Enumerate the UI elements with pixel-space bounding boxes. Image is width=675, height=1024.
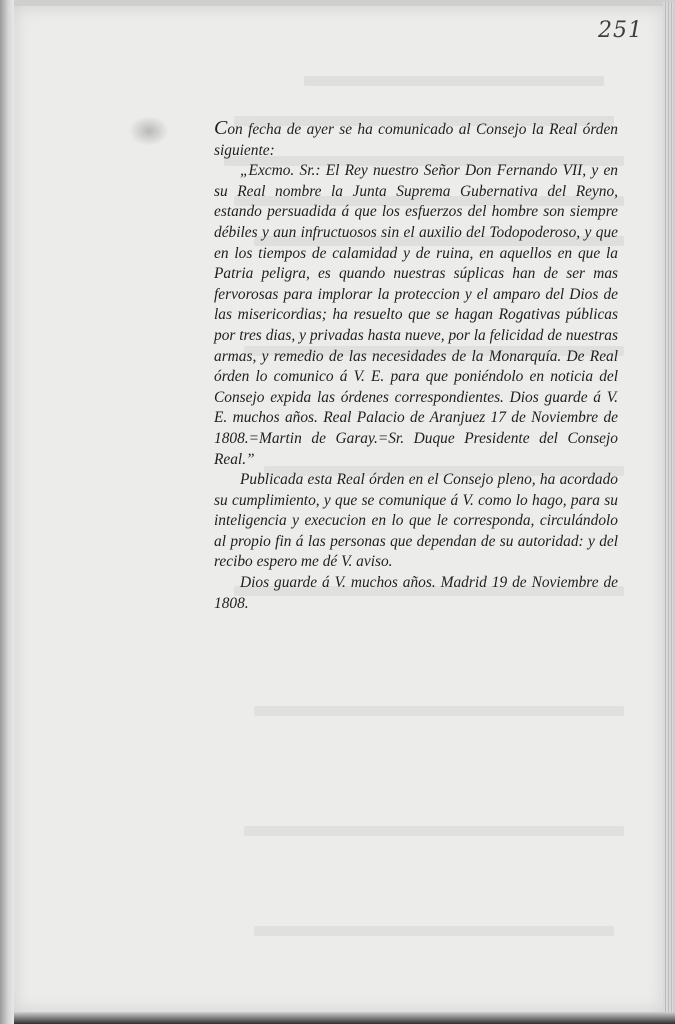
binding-edge [0, 0, 14, 1024]
closing-formula: Dios guarde á V. muchos años. Madrid 19 de Noviembre de 1808. [214, 574, 618, 612]
opening-capital: C [214, 117, 228, 139]
folio-number: 251 [598, 18, 643, 43]
opening-text: on fecha de ayer se ha comunicado al Consejo la Real órden siguiente: [214, 121, 618, 159]
ink-stain [129, 116, 169, 146]
page-stack-edge [663, 2, 673, 1022]
quoted-royal-order: „Excmo. Sr.: El Rey nuestro Señor Don Fernando VII, y en su Real nombre la Junta Suprema Gubernativa del Reyno, estando persuadida á que los esfuerzos del hombre son siempre débiles y aun infructuosos sin el auxilio del Todopoderoso, y que en los tiempos de calamidad y de ruina, en aquellos en que la Patria peligra, es quando nuestras súplicas han de ser mas fervorosas para implorar la proteccion y el amparo del Dios de las misericordias; ha resuelto que se hagan Rogativas públicas por tres dias, y privadas hasta nueve, por la felicidad de nuestras armas, y remedio de las necesidades de la Monarquía. De Real órden lo comunico á V. E. para que poniéndolo en noticia del Consejo expida las órdenes correspondientes. Dios guarde á V. E. muchos años. Real Palacio de Aranjuez 17 de Noviembre de 1808.=Martin de Garay.=Sr. Duque Presidente del Consejo Real.” [214, 162, 618, 468]
document-text [214, 118, 618, 614]
opening-paragraph [214, 118, 618, 161]
bottom-edge-shadow [14, 1012, 675, 1024]
council-paragraph: Publicada esta Real órden en el Consejo pleno, ha acordado su cumplimiento, y que se comunique á V. como lo hago, para su inteligencia y execucion en lo que le corresponda, circulándolo al propio fin á las personas que dependan de su autoridad: y del recibo espero me dé V. aviso. [214, 471, 618, 571]
